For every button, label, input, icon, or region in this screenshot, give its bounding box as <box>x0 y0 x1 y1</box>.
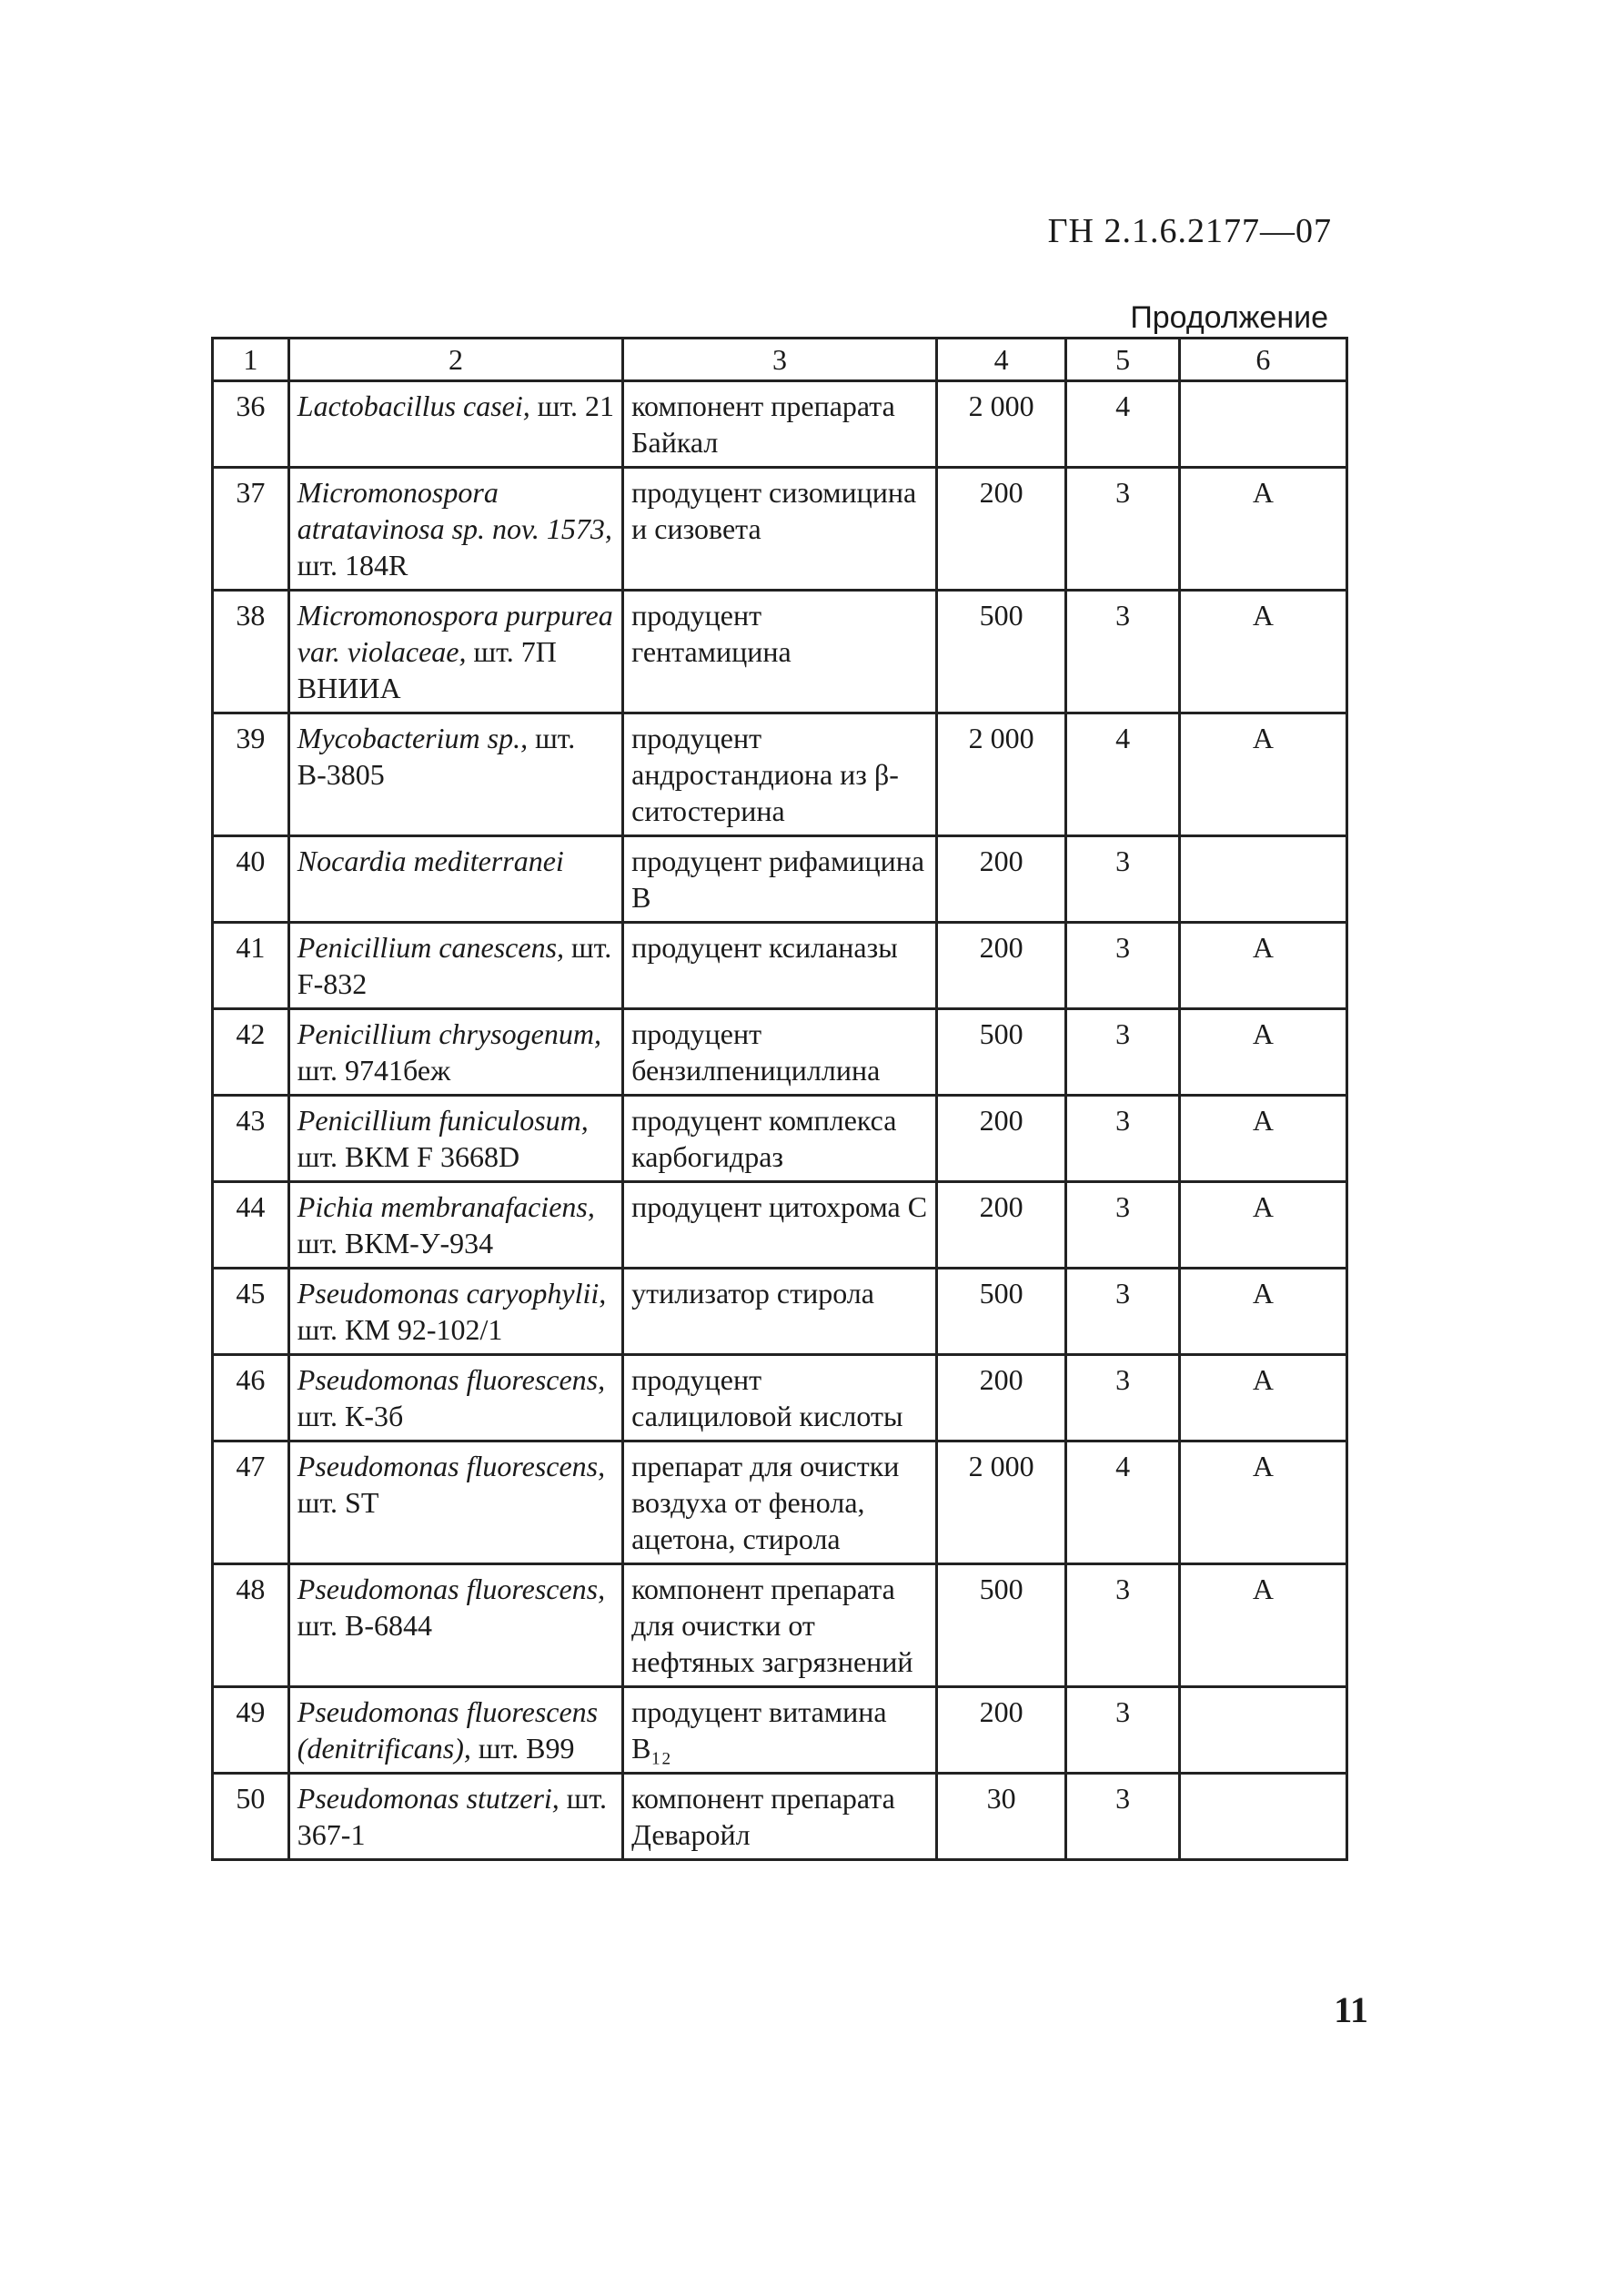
value-col5: 3 <box>1115 1363 1131 1396</box>
value-col4-cell <box>936 1182 1066 1269</box>
value-col6-cell <box>1179 836 1346 923</box>
value-col4: 500 <box>979 1277 1023 1310</box>
value-col4-cell <box>936 713 1066 836</box>
organism <box>297 929 614 1002</box>
value-col4: 2 000 <box>968 389 1034 422</box>
value-col5: 3 <box>1115 1104 1131 1137</box>
organism-cell <box>288 381 622 468</box>
table-row <box>213 591 1347 713</box>
organism <box>297 843 614 879</box>
table-row <box>213 1687 1347 1774</box>
value-col6: А <box>1252 599 1274 632</box>
value-col4-cell <box>936 923 1066 1009</box>
organism <box>297 1448 614 1521</box>
value-col5: 3 <box>1115 599 1131 632</box>
purpose-text: продуцент андростандиона из β-ситостерина <box>631 722 899 827</box>
organism-cell <box>288 1009 622 1096</box>
value-col5-cell <box>1066 1009 1179 1096</box>
value-col6-cell <box>1179 1441 1346 1564</box>
organism <box>297 720 614 793</box>
purpose-cell <box>623 1009 937 1096</box>
strain-label: шт. 21 <box>537 389 614 422</box>
strain-label: шт. ST <box>297 1486 379 1519</box>
organism <box>297 1016 614 1088</box>
purpose-text: компонент препарата Деваройл <box>631 1782 895 1851</box>
value-col4-cell <box>936 1441 1066 1564</box>
purpose-cell <box>623 836 937 923</box>
row-number: 49 <box>236 1695 266 1728</box>
value-col4: 200 <box>979 845 1023 877</box>
organism <box>297 1102 614 1175</box>
value-col6-cell <box>1179 1009 1346 1096</box>
value-col5: 3 <box>1115 1190 1131 1223</box>
purpose-text: продуцент ксиланазы <box>631 931 898 964</box>
value-col4-cell <box>936 836 1066 923</box>
column-number-row <box>213 339 1347 381</box>
row-number: 47 <box>236 1450 266 1482</box>
value-col6: А <box>1252 1363 1274 1396</box>
row-number: 45 <box>236 1277 266 1310</box>
purpose-cell <box>623 1687 937 1774</box>
row-number: 50 <box>236 1782 266 1815</box>
value-col4-cell <box>936 381 1066 468</box>
strain-label: шт. В99 <box>478 1732 575 1765</box>
value-col5: 4 <box>1115 389 1131 422</box>
continuation-label: Продолжение <box>1130 300 1328 335</box>
value-col4: 30 <box>986 1782 1016 1815</box>
organism-name: Mycobacterium sp., <box>297 722 529 754</box>
value-col5: 3 <box>1115 845 1131 877</box>
strain-label: шт. ВКМ F 3668D <box>297 1140 520 1173</box>
table-row <box>213 1182 1347 1269</box>
organism <box>297 597 614 706</box>
organism-cell <box>288 1564 622 1687</box>
value-col5-cell <box>1066 1687 1179 1774</box>
purpose-cell <box>623 591 937 713</box>
value-col4-cell <box>936 1687 1066 1774</box>
row-number-cell <box>213 1687 289 1774</box>
organism-name: Penicillium chrysogenum, <box>297 1017 601 1050</box>
value-col6: А <box>1252 1573 1274 1605</box>
purpose-cell <box>623 1774 937 1860</box>
value-col6: А <box>1252 476 1274 509</box>
value-col4-cell <box>936 1564 1066 1687</box>
strain-label: шт. 367-1 <box>297 1782 608 1851</box>
column-header: 5 <box>1066 339 1179 381</box>
purpose-cell <box>623 713 937 836</box>
row-number: 36 <box>236 389 266 422</box>
value-col6-cell <box>1179 381 1346 468</box>
organism-name: Pichia membranafaciens, <box>297 1190 595 1223</box>
value-col5-cell <box>1066 923 1179 1009</box>
organism-cell <box>288 1355 622 1441</box>
value-col6-cell <box>1179 591 1346 713</box>
table-row <box>213 1564 1347 1687</box>
value-col4: 500 <box>979 1017 1023 1050</box>
document-code: ГН 2.1.6.2177—07 <box>1047 212 1332 250</box>
value-col5: 3 <box>1115 931 1131 964</box>
row-number: 38 <box>236 599 266 632</box>
value-col4: 2 000 <box>968 722 1034 754</box>
organism-cell <box>288 1774 622 1860</box>
organism-name: Pseudomonas fluorescens, <box>297 1573 606 1605</box>
value-col5-cell <box>1066 836 1179 923</box>
table-row <box>213 468 1347 591</box>
organism-name: Pseudomonas stutzeri, <box>297 1782 560 1815</box>
row-number-cell <box>213 1182 289 1269</box>
organism-cell <box>288 923 622 1009</box>
value-col4-cell <box>936 1774 1066 1860</box>
value-col6: А <box>1252 931 1274 964</box>
row-number-cell <box>213 1096 289 1182</box>
value-col6-cell <box>1179 1096 1346 1182</box>
value-col5-cell <box>1066 1564 1179 1687</box>
row-number-cell <box>213 591 289 713</box>
value-col6: А <box>1252 1017 1274 1050</box>
purpose-cell <box>623 1355 937 1441</box>
purpose-text: компонент препарата для очистки от нефтяных загрязнений <box>631 1573 913 1678</box>
table-row <box>213 1355 1347 1441</box>
value-col5: 4 <box>1115 722 1131 754</box>
column-header: 1 <box>213 339 289 381</box>
row-number-cell <box>213 381 289 468</box>
value-col5-cell <box>1066 1096 1179 1182</box>
purpose-cell <box>623 1096 937 1182</box>
organism-cell <box>288 713 622 836</box>
value-col6-cell <box>1179 1774 1346 1860</box>
organism-cell <box>288 1441 622 1564</box>
value-col5-cell <box>1066 1182 1179 1269</box>
value-col4: 200 <box>979 931 1023 964</box>
value-col4: 200 <box>979 1104 1023 1137</box>
value-col5-cell <box>1066 1774 1179 1860</box>
row-number-cell <box>213 1009 289 1096</box>
value-col5-cell <box>1066 468 1179 591</box>
purpose-text: продуцент комплекса карбогидраз <box>631 1104 897 1173</box>
value-col6: А <box>1252 1104 1274 1137</box>
value-col4-cell <box>936 1269 1066 1355</box>
organism <box>297 474 614 583</box>
column-header: 4 <box>936 339 1066 381</box>
organism <box>297 1275 614 1348</box>
value-col5: 3 <box>1115 476 1131 509</box>
row-number: 39 <box>236 722 266 754</box>
value-col6-cell <box>1179 1355 1346 1441</box>
value-col5: 4 <box>1115 1450 1131 1482</box>
strain-label: шт. 184R <box>297 549 408 582</box>
table-row <box>213 1096 1347 1182</box>
page-number: 11 <box>1334 1989 1368 2030</box>
value-col4-cell <box>936 1009 1066 1096</box>
value-col5-cell <box>1066 1355 1179 1441</box>
table-row <box>213 1009 1347 1096</box>
strain-label: шт. ВКМ-У-934 <box>297 1227 494 1259</box>
purpose-text: утилизатор стирола <box>631 1277 874 1310</box>
strain-label: шт. В-3805 <box>297 722 576 791</box>
purpose-cell <box>623 1269 937 1355</box>
value-col5: 3 <box>1115 1695 1131 1728</box>
row-number-cell <box>213 713 289 836</box>
organism-cell <box>288 1687 622 1774</box>
row-number: 43 <box>236 1104 266 1137</box>
organism-name: Penicillium funiculosum, <box>297 1104 589 1137</box>
row-number-cell <box>213 1441 289 1564</box>
value-col4: 200 <box>979 1363 1023 1396</box>
table-row <box>213 1774 1347 1860</box>
row-number-cell <box>213 1269 289 1355</box>
organism-cell <box>288 1096 622 1182</box>
row-number: 37 <box>236 476 266 509</box>
value-col4: 500 <box>979 599 1023 632</box>
value-col4-cell <box>936 468 1066 591</box>
value-col4: 200 <box>979 1190 1023 1223</box>
strain-label: шт. КМ 92-102/1 <box>297 1313 503 1346</box>
value-col4: 2 000 <box>968 1450 1034 1482</box>
value-col5: 3 <box>1115 1782 1131 1815</box>
organism <box>297 1361 614 1434</box>
organism-name: Pseudomonas fluorescens (denitrificans), <box>297 1695 599 1765</box>
value-col6: А <box>1252 1277 1274 1310</box>
strain-label: шт. В-6844 <box>297 1609 433 1642</box>
organism-cell <box>288 468 622 591</box>
value-col6-cell <box>1179 1687 1346 1774</box>
column-header: 2 <box>288 339 622 381</box>
table-row <box>213 1269 1347 1355</box>
organism-cell <box>288 1182 622 1269</box>
value-col4: 200 <box>979 1695 1023 1728</box>
organism-name: Pseudomonas fluorescens, <box>297 1363 606 1396</box>
organism <box>297 1188 614 1261</box>
organism-name: Lactobacillus casei, <box>297 389 530 422</box>
organism <box>297 1780 614 1853</box>
value-col6: А <box>1252 1190 1274 1223</box>
row-number-cell <box>213 1564 289 1687</box>
row-number-cell <box>213 836 289 923</box>
value-col5-cell <box>1066 591 1179 713</box>
row-number: 44 <box>236 1190 266 1223</box>
table-row <box>213 381 1347 468</box>
value-col6-cell <box>1179 1269 1346 1355</box>
purpose-text: компонент препарата Байкал <box>631 389 895 459</box>
purpose-text: препарат для очистки воздуха от фенола, ацетона, стирола <box>631 1450 900 1555</box>
value-col5: 3 <box>1115 1277 1131 1310</box>
value-col5-cell <box>1066 713 1179 836</box>
value-col5: 3 <box>1115 1017 1131 1050</box>
strain-label: шт. К-3б <box>297 1400 404 1432</box>
row-number: 40 <box>236 845 266 877</box>
value-col6-cell <box>1179 468 1346 591</box>
value-col5: 3 <box>1115 1573 1131 1605</box>
value-col5-cell <box>1066 1269 1179 1355</box>
purpose-text: продуцент рифамицина В <box>631 845 925 914</box>
purpose-cell <box>623 1564 937 1687</box>
purpose-cell <box>623 923 937 1009</box>
substances-table <box>211 337 1348 1861</box>
organism-cell <box>288 1269 622 1355</box>
value-col6: А <box>1252 722 1274 754</box>
value-col6-cell <box>1179 923 1346 1009</box>
value-col6-cell <box>1179 1182 1346 1269</box>
value-col6-cell <box>1179 713 1346 836</box>
row-number: 46 <box>236 1363 266 1396</box>
row-number-cell <box>213 468 289 591</box>
value-col6-cell <box>1179 1564 1346 1687</box>
row-number-cell <box>213 1774 289 1860</box>
purpose-text: продуцент бензилпенициллина <box>631 1017 881 1087</box>
organism-name: Penicillium canescens, <box>297 931 565 964</box>
purpose-text: продуцент салициловой кислоты <box>631 1363 903 1432</box>
table-row <box>213 836 1347 923</box>
row-number: 42 <box>236 1017 266 1050</box>
purpose-cell <box>623 1182 937 1269</box>
table-row <box>213 923 1347 1009</box>
table-row <box>213 1441 1347 1564</box>
organism-name: Micromonospora purpurea var. violaceae, <box>297 599 613 668</box>
organism-name: Micromonospora atratavinosa sp. nov. 1573, <box>297 476 612 545</box>
purpose-text: продуцент цитохрома С <box>631 1190 928 1223</box>
purpose-text: продуцент гентамицина <box>631 599 791 668</box>
value-col6: А <box>1252 1450 1274 1482</box>
column-header: 6 <box>1179 339 1346 381</box>
value-col5-cell <box>1066 1441 1179 1564</box>
organism <box>297 1694 614 1766</box>
value-col5-cell <box>1066 381 1179 468</box>
value-col4-cell <box>936 1355 1066 1441</box>
row-number-cell <box>213 1355 289 1441</box>
value-col4: 500 <box>979 1573 1023 1605</box>
purpose-text: продуцент витамина В₁₂ <box>631 1695 887 1765</box>
organism-name: Nocardia mediterranei <box>297 845 564 877</box>
row-number: 48 <box>236 1573 266 1605</box>
value-col4: 200 <box>979 476 1023 509</box>
column-header: 3 <box>623 339 937 381</box>
organism-name: Pseudomonas fluorescens, <box>297 1450 606 1482</box>
organism <box>297 1571 614 1644</box>
row-number: 41 <box>236 931 266 964</box>
organism-cell <box>288 591 622 713</box>
table-body <box>213 381 1347 1860</box>
value-col4-cell <box>936 591 1066 713</box>
organism-cell <box>288 836 622 923</box>
purpose-text: продуцент сизомицина и сизовета <box>631 476 917 545</box>
organism <box>297 388 614 424</box>
purpose-cell <box>623 381 937 468</box>
strain-label: шт. 7П ВНИИА <box>297 635 557 704</box>
purpose-cell <box>623 1441 937 1564</box>
purpose-cell <box>623 468 937 591</box>
organism-name: Pseudomonas caryophylii, <box>297 1277 607 1310</box>
row-number-cell <box>213 923 289 1009</box>
strain-label: шт. 9741беж <box>297 1054 451 1087</box>
strain-label: шт. F-832 <box>297 931 612 1000</box>
table-row <box>213 713 1347 836</box>
value-col4-cell <box>936 1096 1066 1182</box>
